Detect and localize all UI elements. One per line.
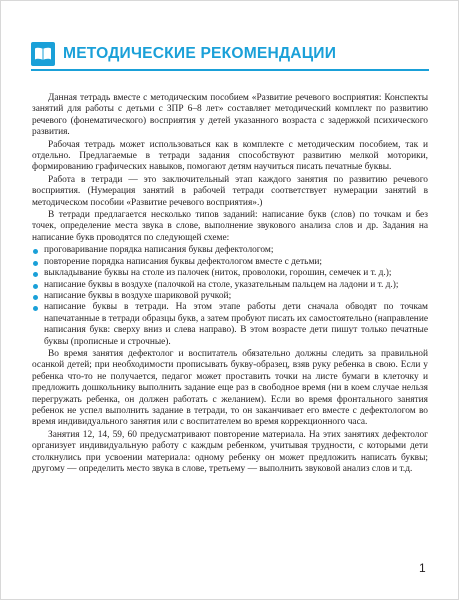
page-title: МЕТОДИЧЕСКИЕ РЕКОМЕНДАЦИИ [63,45,337,62]
list-item: проговаривание порядка написания буквы дефектологом; [32,245,428,256]
bullet-icon [33,261,38,266]
paragraph-repetition: Занятия 12, 14, 59, 60 предусматривают повторение материала. На этих занятиях дефектолог организует индивидуальную работу с каждым ребенком, учитывая трудности, с которыми дети столкнулись при усвоении материала: одному ребенку он может предложить написать буквы; другому — определить место звука в слове, третьему — выполнить звуковой анализ слов и т.д. [32,429,428,474]
paragraph-intro: Данная тетрадь вместе с методическим пособием «Развитие речевого восприятия: Конспекты занятий для работы с детьми с ЗПР 6–8 лет» составляет методический комплект по развитию речевого (фонематического) восприятия у детей указанного возраста с задержкой психического развития. [32,93,428,138]
section-header [31,40,429,70]
open-book-icon [31,42,55,66]
body-text [32,93,428,476]
list-item: написание буквы в воздухе (палочкой на столе, указательным пальцем на ладони и т. д.); [32,280,428,291]
paragraph-final-stage: Работа в тетради — это заключительный этап каждого занятия по развитию речевого восприятия. (Нумерация занятий в рабочей тетради соответствует нумерации занятий в методическом пособии «Развитие речевого восприятия».) [32,174,428,208]
bullet-icon [33,284,38,289]
paragraph-task-types: В тетради предлагается несколько типов заданий: написание букв (слов) по точкам и без точек, определение места звука в слове, выполнение звукового анализа слов и др. Задания на написание букв проводятся по следующей схеме: [32,210,428,243]
paragraph-posture: Во время занятия дефектолог и воспитатель обязательно должны следить за правильной осанкой детей; при необходимости прописывать букву-образец, взяв руку ребенка в свою. Если у ребенка что-то не получается, педагог может проставить точки на листе бумаги в клеточку и предложить дошкольнику выполнить задание еще раз в свободное время (ни в коем случае нельзя перегружать ребенка, он должен работать с желанием). Если во время фронтального занятия ребенок не успел выполнить задание в тетради, то он заканчивает его вместе с дефектологом во время индивидуального занятия или с воспитателем во время коррекционного часа. [32,348,428,428]
page-number: 1 [419,561,426,575]
list-item: выкладывание буквы на столе из палочек (ниток, проволоки, горошин, семечек и т. д.); [32,268,428,279]
header-divider [31,69,429,71]
bullet-icon [33,306,38,311]
bullet-icon [33,295,38,300]
list-item: повторение порядка написания буквы дефектологом вместе с детьми; [32,257,428,268]
list-item: написание буквы в тетради. На этом этапе работы дети сначала обводят по точкам напечатанные в тетради образцы букв, а затем пробуют писать их самостоятельно (направление написания букв: сверху вниз и слева направо). В этом возрасте дети пишут только печатные буквы (прописные и строчные). [32,302,428,348]
paragraph-usage: Рабочая тетрадь может использоваться как в комплекте с методическим пособием, так и отдельно. Предлагаемые в тетради задания способствуют развитию мелкой моторики, формированию графических навыков, помогают детям научиться писать печатные буквы. [32,139,428,173]
list-item: написание буквы в воздухе шариковой ручкой; [32,291,428,302]
bullet-icon [33,249,38,254]
task-scheme-list [32,245,428,348]
bullet-icon [33,272,38,277]
